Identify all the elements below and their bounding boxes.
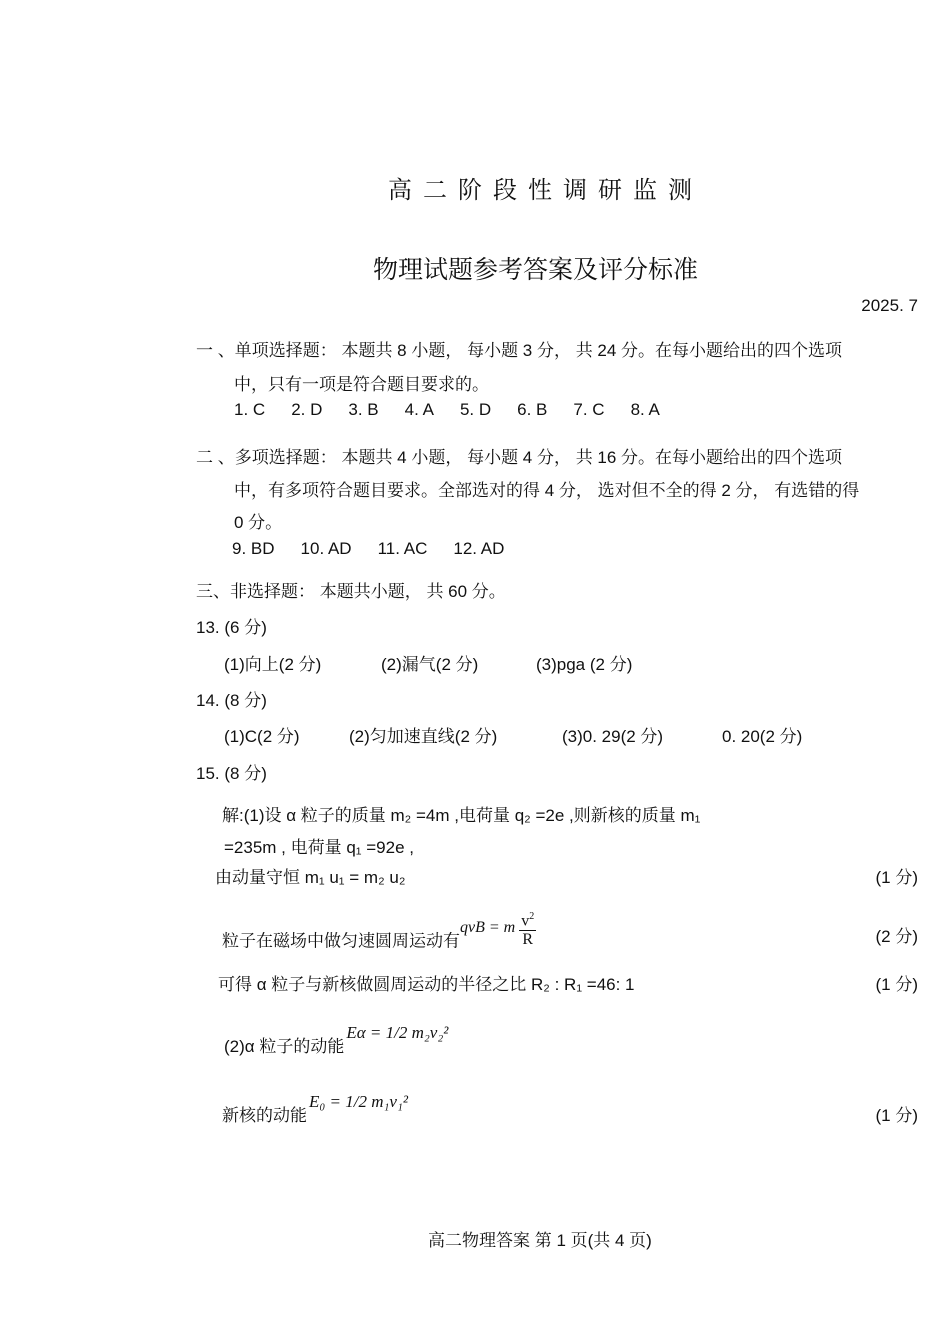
title: 高二阶段性调研监测 xyxy=(388,177,703,204)
answer: 11. AC xyxy=(377,539,428,558)
section1-note: 中，只有一项是符合题目要求的。 xyxy=(234,375,489,394)
formula-alpha-kinetic-energy: Eα = 1/2 m₂v₂² xyxy=(346,1023,449,1042)
q13-part1: (1)向上(2 分) xyxy=(224,655,322,674)
q15-line5: 可得 α 粒子与新核做圆周运动的半径之比 R₂ : R₁ =46: 1 xyxy=(218,975,635,994)
answer: 4. A xyxy=(404,400,434,419)
answer: 5. D xyxy=(459,400,492,419)
answer: 6. B xyxy=(517,400,548,419)
page-footer: 高二物理答案 第 1 页(共 4 页) xyxy=(428,1231,652,1250)
answer: 7. C xyxy=(573,400,605,419)
q14-part1: (1)C(2 分) xyxy=(224,727,300,746)
q15-line2: =235m , 电荷量 q₁ =92e , xyxy=(224,838,414,857)
formula-nucleus-kinetic-energy: E₀ = 1/2 m₁v₁² xyxy=(309,1092,408,1111)
q15-line4 xyxy=(222,911,536,963)
q15-line1: 解:(1)设 α 粒子的质量 m₂ =4m ,电荷量 q₂ =2e ,则新核的质量 m₁ xyxy=(222,806,701,825)
section2-answers xyxy=(232,539,530,559)
q13-part2: (2)漏气(2 分) xyxy=(381,655,479,674)
score: (1 分) xyxy=(875,975,918,994)
answer: 8. A xyxy=(630,400,660,419)
q14-header: 14. (8 分) xyxy=(196,691,267,710)
q14-part3: (3)0. 29(2 分) xyxy=(562,727,664,746)
q13-header: 13. (6 分) xyxy=(196,618,267,637)
q15-line7 xyxy=(222,1092,408,1126)
text: (2)α 粒子的动能 xyxy=(224,1037,345,1056)
score: (2 分) xyxy=(875,927,918,946)
score: (1 分) xyxy=(875,868,918,887)
q14-part2: (2)匀加速直线(2 分) xyxy=(349,727,498,746)
q13-part3: (3)pga (2 分) xyxy=(536,655,633,674)
section3-heading: 三、非选择题： 本题共小题， 共 60 分。 xyxy=(196,582,506,601)
q15-header: 15. (8 分) xyxy=(196,764,267,783)
score: (1 分) xyxy=(875,1106,918,1125)
section1-answers xyxy=(234,400,686,420)
section1-heading: 一 、单项选择题： 本题共 8 小题， 每小题 3 分， 共 24 分。在每小题给出的四个选项 xyxy=(196,341,843,360)
answer: 3. B xyxy=(348,400,379,419)
section2-heading: 二 、多项选择题： 本题共 4 小题， 每小题 4 分， 共 16 分。在每小题给出的四个选项 xyxy=(196,448,843,467)
text: 粒子在磁场中做匀速圆周运动有 xyxy=(222,931,460,951)
answer: 10. AD xyxy=(300,539,352,558)
section2-note-2: 0 分。 xyxy=(234,513,283,532)
q15-line3: 由动量守恒 m₁ u₁ = m₂ u₂ xyxy=(215,868,406,887)
answer: 1. C xyxy=(234,400,266,419)
section2-note: 中，有多项符合题目要求。全部选对的得 4 分， 选对但不全的得 2 分， 有选错的得 xyxy=(234,481,860,500)
q14-part4: 0. 20(2 分) xyxy=(722,727,803,746)
q15-line6 xyxy=(224,1023,449,1057)
date: 2025. 7 xyxy=(861,296,918,315)
subtitle: 物理试题参考答案及评分标准 xyxy=(373,256,699,284)
answer: 9. BD xyxy=(232,539,275,558)
answer: 12. AD xyxy=(453,539,505,558)
text: 新核的动能 xyxy=(222,1106,307,1125)
answer: 2. D xyxy=(291,400,323,419)
formula-lorentz: qvB = m $\frac{v^2}{R}$ xyxy=(460,919,536,936)
